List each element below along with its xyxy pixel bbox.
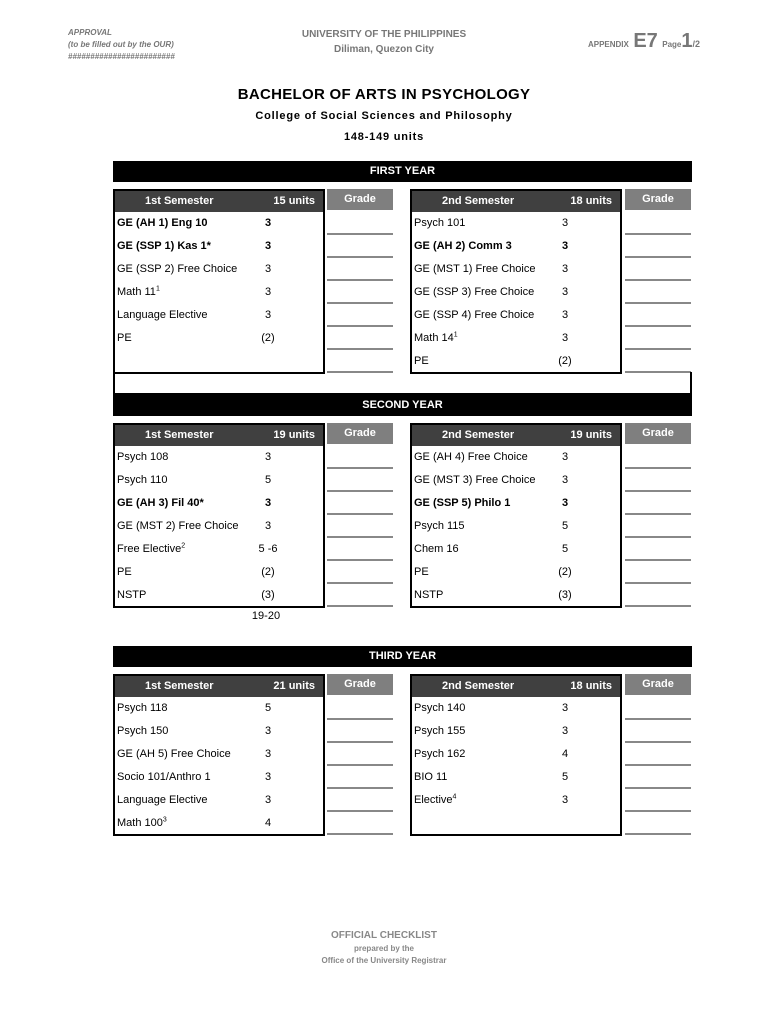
course-name (117, 542, 185, 556)
grade-input-line[interactable] (625, 490, 691, 492)
course-name (414, 770, 447, 784)
course-label: GE (SSP 2) Free Choice (117, 263, 238, 275)
course-units: 3 (561, 702, 569, 714)
second-semester-table (410, 189, 622, 374)
year-header: THIRD YEAR (113, 646, 692, 667)
footer-title: OFFICIAL CHECKLIST (331, 930, 437, 941)
course-units: 5 (264, 702, 272, 714)
course-name (117, 770, 211, 784)
grade-input-line[interactable] (625, 325, 691, 327)
university-location: Diliman, Quezon City (333, 44, 434, 55)
course-units: 3 (264, 240, 272, 252)
course-units: 5 (561, 771, 569, 783)
course-units: 3 (264, 497, 272, 509)
course-name (414, 216, 465, 230)
course-name (414, 496, 510, 510)
course-name (414, 747, 465, 761)
course-name (117, 519, 238, 533)
course-label: Language Elective (117, 794, 208, 806)
semester-units: 19 units (273, 429, 315, 441)
course-label: Language Elective (117, 309, 208, 321)
footer-prepared-by: prepared by the (353, 944, 414, 953)
course-label: PE (414, 355, 429, 367)
footnote-marker: 2 (181, 542, 186, 550)
appendix-code: E7 (633, 30, 658, 52)
grade-input-line[interactable] (327, 302, 393, 304)
grade-input-line[interactable] (327, 582, 393, 584)
course-label: Math 11 (117, 286, 156, 298)
footnote-marker: 4 (452, 793, 457, 801)
course-units: 5 -6 (258, 543, 278, 555)
course-units: 3 (561, 263, 569, 275)
second-semester-table (410, 423, 622, 608)
approval-label: APPROVAL (68, 28, 112, 37)
grade-input-line[interactable] (625, 764, 691, 766)
course-label: GE (MST 3) Free Choice (414, 474, 536, 486)
page-word: Page (662, 40, 682, 49)
grade-input-line[interactable] (327, 833, 393, 835)
course-label: NSTP (414, 589, 444, 601)
grade-input-line[interactable] (625, 536, 691, 538)
grade-input-line[interactable] (327, 467, 393, 469)
grade-input-line[interactable] (625, 582, 691, 584)
course-name (117, 285, 160, 299)
approval-code: ######################## (68, 52, 175, 61)
course-name (414, 450, 528, 464)
course-name (117, 701, 168, 715)
course-name (117, 793, 208, 807)
grade-input-line[interactable] (625, 467, 691, 469)
course-units: 3 (264, 217, 272, 229)
course-name (117, 473, 168, 487)
semester-units: 15 units (273, 195, 315, 207)
course-units: 3 (264, 725, 272, 737)
semester-header (115, 676, 323, 697)
course-units: 3 (561, 332, 569, 344)
course-units: 3 (264, 286, 272, 298)
course-label: Psych 115 (414, 520, 465, 532)
semester-name: 1st Semester (145, 429, 214, 441)
course-label: GE (MST 1) Free Choice (414, 263, 536, 275)
course-label: Psych 150 (117, 725, 169, 737)
course-label: GE (SSP 3) Free Choice (414, 286, 535, 298)
course-name (414, 793, 456, 807)
first-semester-table (113, 423, 325, 608)
grade-input-line[interactable] (327, 536, 393, 538)
course-name (414, 285, 534, 299)
semester-name: 1st Semester (145, 195, 214, 207)
course-label: GE (AH 1) Eng 10 (117, 217, 208, 229)
grade-input-line[interactable] (327, 325, 393, 327)
approval-instruction: (to be filled out by the OUR) (68, 40, 174, 49)
course-label: PE (414, 566, 429, 578)
page-number: 1 (681, 30, 693, 52)
course-units: (2) (558, 355, 572, 367)
second-semester-table (410, 674, 622, 836)
course-label: GE (AH 3) Fil 40* (117, 497, 204, 509)
course-name (117, 308, 208, 322)
course-units: 3 (561, 240, 569, 252)
grade-input-line[interactable] (625, 302, 691, 304)
course-units: 5 (561, 520, 569, 532)
course-label: GE (AH 5) Free Choice (117, 748, 231, 760)
grade-input-line[interactable] (625, 787, 691, 789)
course-units: 5 (264, 474, 272, 486)
semester-units: 21 units (273, 680, 315, 692)
course-units: 3 (264, 451, 272, 463)
course-name (414, 542, 459, 556)
course-name (117, 724, 168, 738)
semester-units: 18 units (570, 195, 612, 207)
course-label: Math 100 (117, 817, 163, 829)
grade-input-line[interactable] (625, 718, 691, 720)
course-label: Free Elective (117, 543, 182, 555)
course-name (414, 331, 458, 345)
program-title: BACHELOR OF ARTS IN PSYCHOLOGY (237, 86, 531, 103)
appendix-label (588, 30, 700, 53)
course-name (414, 262, 535, 276)
course-units: 3 (561, 497, 569, 509)
grade-input-line[interactable] (327, 233, 393, 235)
footer (0, 929, 768, 967)
university-name: UNIVERSITY OF THE PHILIPPINES (301, 29, 467, 40)
program-units: 148-149 units (343, 131, 425, 143)
course-label: GE (SSP 4) Free Choice (414, 309, 535, 321)
course-units: (2) (261, 566, 275, 578)
course-units: 3 (561, 474, 569, 486)
appendix-prefix: APPENDIX (587, 40, 629, 49)
grade-header: Grade (625, 674, 691, 695)
course-label: GE (AH 4) Free Choice (414, 451, 528, 463)
grade-input-line[interactable] (625, 833, 691, 835)
course-name (117, 216, 207, 230)
grade-header: Grade (327, 674, 393, 695)
grade-input-line[interactable] (327, 605, 393, 607)
semester-header (412, 191, 620, 212)
course-name (117, 588, 146, 602)
grade-input-line[interactable] (327, 810, 393, 812)
course-name (117, 239, 211, 253)
course-units: 3 (561, 725, 569, 737)
course-units: (3) (261, 589, 275, 601)
grade-input-line[interactable] (625, 256, 691, 258)
course-label: Psych 101 (414, 217, 466, 229)
course-label: Socio 101/Anthro 1 (117, 771, 211, 783)
first-semester-table (113, 674, 325, 836)
course-units: 3 (561, 217, 569, 229)
course-label: GE (SSP 5) Philo 1 (414, 497, 511, 509)
footnote-marker: 3 (162, 816, 167, 824)
grade-input-line[interactable] (625, 559, 691, 561)
course-name (414, 473, 535, 487)
course-units: 3 (264, 520, 272, 532)
course-label: PE (117, 566, 132, 578)
course-label: GE (MST 2) Free Choice (117, 520, 239, 532)
course-units: 3 (264, 309, 272, 321)
course-label: Elective (414, 794, 453, 806)
first-semester-table (113, 189, 325, 374)
year-header: FIRST YEAR (113, 161, 692, 182)
semester-header (115, 191, 323, 212)
course-name (414, 239, 512, 253)
course-name (414, 308, 534, 322)
course-label: Math 14 (414, 332, 454, 344)
course-label: NSTP (117, 589, 147, 601)
grade-input-line[interactable] (327, 348, 393, 350)
grade-input-line[interactable] (625, 279, 691, 281)
page-total: /2 (692, 39, 700, 49)
course-name (414, 701, 465, 715)
grade-input-line[interactable] (625, 741, 691, 743)
footnote-marker: 1 (453, 331, 458, 339)
course-name (117, 331, 132, 345)
grade-input-line[interactable] (327, 279, 393, 281)
course-label: Psych 108 (117, 451, 169, 463)
course-units: 3 (561, 286, 569, 298)
course-label: Psych 140 (414, 702, 466, 714)
semester-name: 2nd Semester (442, 195, 515, 207)
grade-input-line[interactable] (327, 718, 393, 720)
grade-header: Grade (625, 423, 691, 444)
course-label: Chem 16 (414, 543, 459, 555)
course-units: 3 (561, 794, 569, 806)
course-units: 3 (264, 771, 272, 783)
grade-input-line[interactable] (625, 348, 691, 350)
course-units: 4 (264, 817, 272, 829)
course-units: (3) (558, 589, 572, 601)
course-label: Psych 155 (414, 725, 466, 737)
course-units: 3 (264, 263, 272, 275)
course-name (117, 816, 167, 830)
course-label: Psych 110 (117, 474, 168, 486)
course-name (117, 747, 231, 761)
grade-input-line[interactable] (327, 741, 393, 743)
grade-input-line[interactable] (625, 810, 691, 812)
semester-name: 2nd Semester (442, 680, 515, 692)
semester-header (412, 425, 620, 446)
course-name (414, 354, 429, 368)
course-name (414, 519, 465, 533)
grade-input-line[interactable] (327, 787, 393, 789)
summary-row (113, 372, 692, 395)
course-name (117, 565, 132, 579)
semester-name: 1st Semester (145, 680, 214, 692)
grade-header: Grade (327, 423, 393, 444)
program-college: College of Social Sciences and Philosophy (255, 110, 513, 122)
year-header: SECOND YEAR (113, 395, 692, 416)
semester-units: 18 units (570, 680, 612, 692)
course-name (414, 588, 443, 602)
course-units: 3 (264, 748, 272, 760)
course-name (414, 565, 429, 579)
course-name (117, 450, 168, 464)
course-units: (2) (261, 332, 275, 344)
semester-name: 2nd Semester (442, 429, 515, 441)
semester-units: 19 units (570, 429, 612, 441)
course-name (117, 496, 204, 510)
grade-input-line[interactable] (327, 764, 393, 766)
course-units: 3 (264, 794, 272, 806)
course-label: BIO 11 (414, 771, 448, 783)
course-units: 3 (561, 309, 569, 321)
semester-header (115, 425, 323, 446)
course-name (117, 262, 237, 276)
footer-office: Office of the University Registrar (321, 956, 447, 965)
course-label: PE (117, 332, 132, 344)
footnote-marker: 1 (155, 285, 160, 293)
grade-input-line[interactable] (625, 605, 691, 607)
grade-input-line[interactable] (327, 513, 393, 515)
grade-header: Grade (327, 189, 393, 210)
course-units: 3 (561, 451, 569, 463)
semester-unit-note: 19-20 (251, 610, 281, 622)
course-label: GE (AH 2) Comm 3 (414, 240, 512, 252)
course-units: 5 (561, 543, 569, 555)
course-units: (2) (558, 566, 572, 578)
semester-header (412, 676, 620, 697)
course-label: Psych 118 (117, 702, 168, 714)
grade-header: Grade (625, 189, 691, 210)
course-label: Psych 162 (414, 748, 466, 760)
grade-input-line[interactable] (625, 233, 691, 235)
course-label: GE (SSP 1) Kas 1* (117, 240, 211, 252)
grade-input-line[interactable] (327, 490, 393, 492)
course-units: 4 (561, 748, 569, 760)
grade-input-line[interactable] (327, 256, 393, 258)
course-name (414, 724, 465, 738)
grade-input-line[interactable] (625, 513, 691, 515)
grade-input-line[interactable] (327, 559, 393, 561)
